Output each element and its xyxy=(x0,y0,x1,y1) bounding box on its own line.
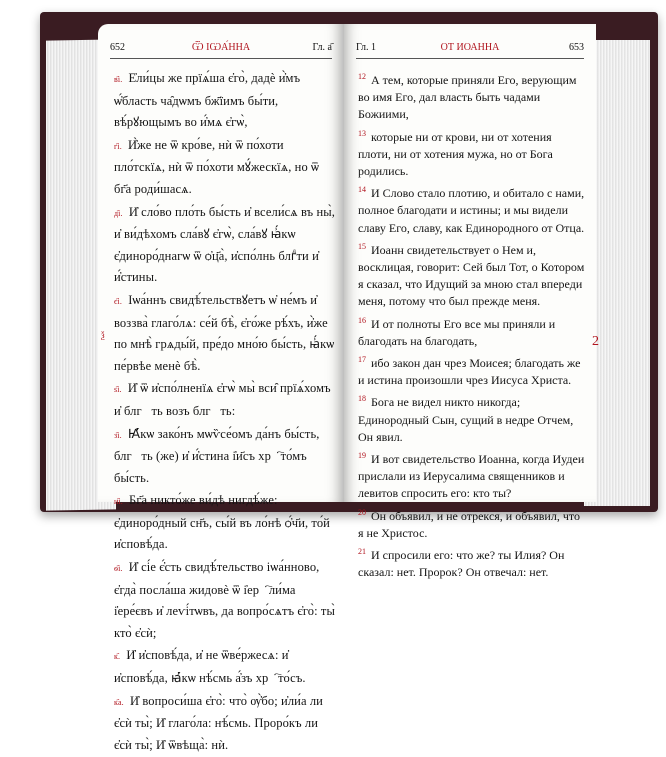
verse xyxy=(114,68,336,134)
verse-text: И҆ сі́е є҆́сть свидѣ́тельство іѡа́нново, є҆гда̀ посла́ша жидовѐ ѿ і҆ерⷭ҇ли́ма і҆ере́євъ и҆ леѵі́тѡвъ, да вопро́сѧтъ є҆го̀: ты̀ кто̀ є҆сѝ; xyxy=(114,560,335,640)
verse-number: 17 xyxy=(358,355,366,365)
verse xyxy=(114,378,336,422)
right-running-title: ОТ ИОАННА xyxy=(440,42,500,53)
verse-number: г҃і. xyxy=(114,141,122,151)
verse-number: 18 xyxy=(358,394,366,404)
verse xyxy=(114,557,336,644)
verse-text: И҆ сло́во пло́ть бы́сть и҆ всели́сѧ въ ны̀, и҆ ви́дѣхомъ сла́вꙋ є҆гѡ̀, сла́вꙋ ꙗ҆́кѡ є҆диноро́днагѡ ѿ ѻ҆ц҃а̀, и҆спо́лнь блгⷣти и҆ и҆́стины. xyxy=(114,204,335,285)
verse-text: Бг҃а никто́же ви́дѣ нигдѣ́же: є҆диноро́дный сн҃ъ, сы́й въ ло́нѣ ѻ҆́ч҃и, то́й и҆сповѣ́да. xyxy=(114,493,330,552)
verse-number: в҃і. xyxy=(114,75,123,84)
verse-number: к҃. xyxy=(114,652,121,662)
verse xyxy=(114,645,336,689)
verse-number: 19 xyxy=(358,451,366,461)
verse-text: И҆ и҆сповѣ́да, и҆ не ѿве́ржесѧ: и҆ и҆сповѣ́да, ꙗ҆́кѡ нѣ́смь а҆́зъ хрⷭ҇то́съ. xyxy=(114,648,306,686)
right-chapter-label: Гл. 1 xyxy=(356,42,377,53)
left-running-title: Ѿ ІѠА́ННА xyxy=(191,42,251,53)
verse xyxy=(114,691,336,757)
verse-text: И҆̀же не ѿ кро́ве, нѝ ѿ по́хоти пло́тскїѧ, нѝ ѿ по́хоти мꙋ́жескїѧ, но ѿ бг҃а роди́шасѧ. xyxy=(114,137,320,196)
verse xyxy=(358,238,586,311)
verse xyxy=(358,390,586,446)
verse xyxy=(114,202,336,289)
verse-number: 16 xyxy=(358,315,366,325)
verse xyxy=(114,290,336,377)
verse-text: И спросили его: что же? ты Илия? Он сказал: нет. Пророк? Он отвечал: нет. xyxy=(358,548,565,580)
verse xyxy=(114,490,336,556)
verse-number: и҃і. xyxy=(114,497,123,507)
verse-text: Бога не видел никто никогда; Единородный Сын, сущий в недре Отчем, Он явил. xyxy=(358,395,574,444)
verse-text: И҆ вопроси́ша є҆го̀: что̀ ѹ҆̀бо; и҆ли́а ли є҆сѝ ты̀; И҆ глаго́ла: нѣ́смь. Проро́къ ли є҆сѝ ты̀; И҆ ѿвѣща̀: нѝ. xyxy=(114,693,323,752)
left-chapter-label: Гл. а҃ xyxy=(312,42,332,53)
verse xyxy=(358,543,586,581)
left-page-text xyxy=(114,68,336,757)
verse-number: 15 xyxy=(358,241,366,251)
verse xyxy=(114,135,336,201)
right-margin-number: 2 xyxy=(592,334,599,349)
verse xyxy=(114,424,336,490)
verse xyxy=(358,181,586,237)
left-margin-mark: ѯ xyxy=(101,330,105,340)
verse-number: к҃а. xyxy=(114,697,124,707)
verse-number: ѳ҃і. xyxy=(114,564,123,574)
right-page-text xyxy=(358,68,586,582)
verse-text: Е҆ли́цы же прїѧ́ша є҆го̀, дадѐ и҆̀мъ ѡ҆́бласть ча̑дѡмъ бж҃їимъ бы́ти, вѣ́рꙋющымъ во и҆́мѧ є҆гѡ̀, xyxy=(114,71,301,130)
verse-number: 21 xyxy=(358,547,366,557)
verse xyxy=(358,504,586,542)
verse-text: И҆ ѿ и҆спо́лненїѧ є҆гѡ̀ мы̀ вси̑ прїѧ́хомъ и҆ блгⷣть возъ блгⷣть: xyxy=(114,381,331,418)
verse xyxy=(358,125,586,181)
left-page xyxy=(98,24,344,752)
verse-text: ибо закон дан чрез Моисея; благодать же и истина произошли чрез Иисуса Христа. xyxy=(358,356,581,388)
verse-number: ѕ҃і. xyxy=(114,385,122,395)
verse-number: 13 xyxy=(358,128,366,138)
right-page xyxy=(344,24,596,580)
verse-number: д҃і. xyxy=(114,208,123,218)
left-page-header xyxy=(110,42,332,59)
verse-number: 12 xyxy=(358,72,366,81)
left-page-number: 652 xyxy=(110,42,125,53)
verse-text: А тем, которые приняли Его, верующим во имя Его, дал власть быть чадами Божиими, xyxy=(358,73,577,122)
verse-number: 20 xyxy=(358,507,366,517)
verse-text: Он объявил, и не отрекся, и объявил, что я не Христос. xyxy=(358,508,580,540)
verse-text: И от полноты Его все мы приняли и благодать на благодать, xyxy=(358,316,556,348)
verse-text: которые ни от крови, ни от хотения плоти, ни от хотения мужа, но от Бога родились. xyxy=(358,129,553,179)
right-page-header xyxy=(356,42,584,59)
verse-text: И Слово стало плотию, и обитало с нами, полное благодати и истины; и мы видели славу Его, славу, как Единородного от Отца. xyxy=(358,186,585,235)
verse-text: Ꙗ҆́кѡ зако́нъ мѡѷсе́омъ да́нъ бы́сть, блгⷣть (же) и҆ и҆́стина і҆и҃съ хрⷭ҇то́мъ бы́сть. xyxy=(114,426,320,485)
verse-number: з҃і. xyxy=(114,430,122,440)
verse-text: Иоанн свидетельствует о Нем и, восклицая, говорит: Сей был Тот, о Котором я сказал, что Идущий за мною стал впереди меня, потому что был прежде меня. xyxy=(358,242,585,309)
verse xyxy=(358,312,586,350)
verse xyxy=(358,447,586,503)
verse-number: є҃і. xyxy=(114,296,122,306)
verse xyxy=(358,68,586,124)
verse-text: Іѡа́ннъ свидѣ́тельствꙋетъ ѡ҆ не́мъ и҆ воззва̀ глаго́лѧ: се́й бѣ̀, є҆го́же рѣ́хъ, и҆̀же по мнѣ̀ грѧды́й, пре́до мно́ю бы́сть, ꙗ҆́кѡ пе́рвѣе менѐ бѣ̀. xyxy=(114,292,335,373)
verse-text: И вот свидетельство Иоанна, когда Иудеи прислали из Иерусалима священников и левитов спросить его: кто ты? xyxy=(358,452,585,501)
verse-number: 14 xyxy=(358,185,366,195)
right-page-number: 653 xyxy=(569,42,584,53)
verse xyxy=(358,351,586,389)
